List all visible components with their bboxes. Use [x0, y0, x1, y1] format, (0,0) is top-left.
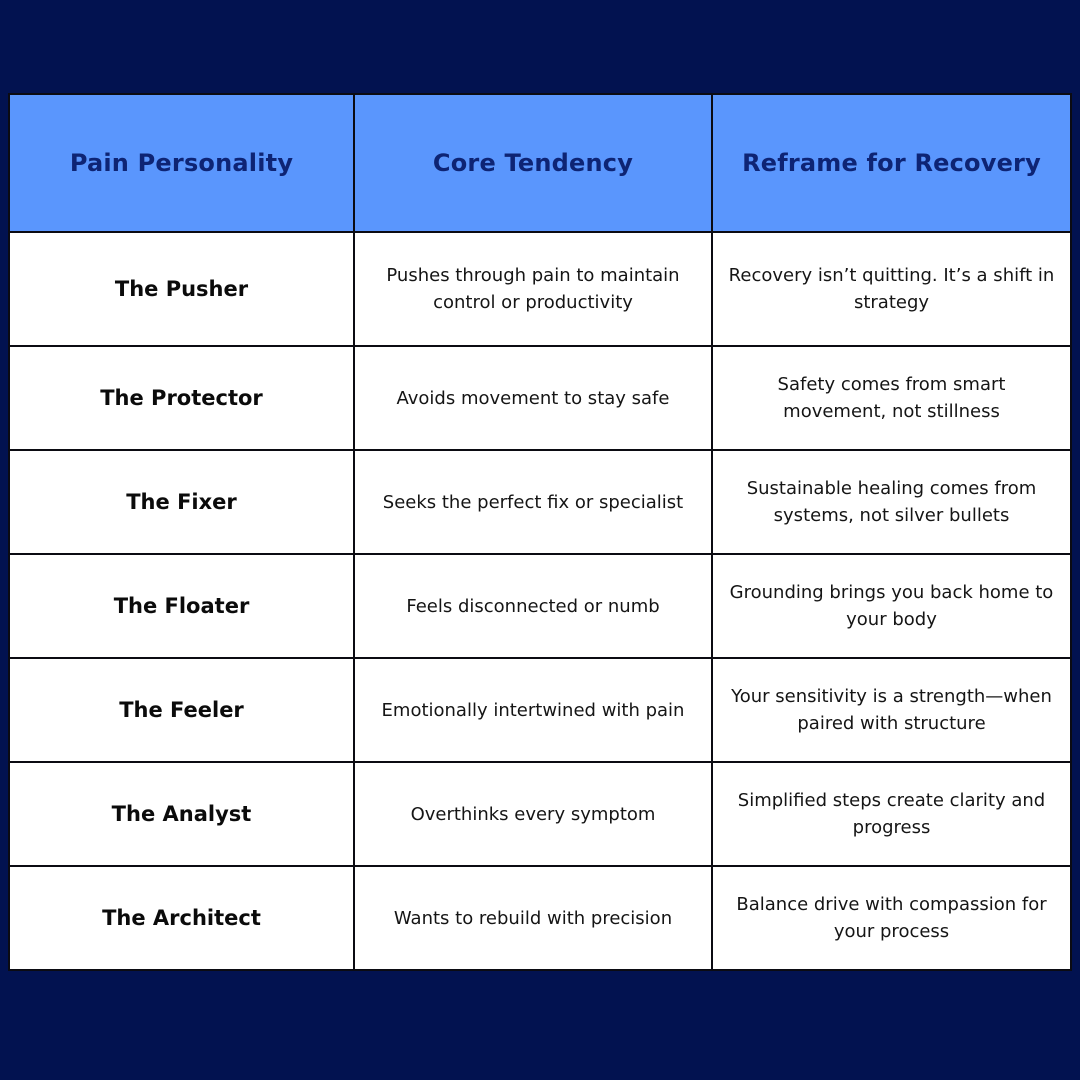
header-pain-personality: Pain Personality — [9, 94, 354, 232]
table-row — [9, 554, 1071, 658]
personality-cell: The Analyst — [9, 762, 354, 866]
reframe-cell — [712, 232, 1071, 346]
tendency-text: Emotionally intertwined with pain — [381, 699, 685, 721]
pain-personality-table-container — [8, 93, 1070, 967]
tendency-cell — [354, 762, 712, 866]
tendency-cell — [354, 554, 712, 658]
reframe-cell — [712, 762, 1071, 866]
table-row — [9, 232, 1071, 346]
table-row — [9, 450, 1071, 554]
tendency-cell — [354, 658, 712, 762]
personality-cell: The Feeler — [9, 658, 354, 762]
pain-personality-table — [8, 93, 1072, 971]
tendency-cell — [354, 346, 712, 450]
reframe-cell — [712, 554, 1071, 658]
tendency-text: Feels disconnected or numb — [406, 595, 660, 617]
personality-cell: The Floater — [9, 554, 354, 658]
tendency-text: Wants to rebuild with precision — [393, 907, 673, 929]
table-header-row — [9, 94, 1071, 232]
reframe-text: Grounding brings you back home to your body — [729, 582, 1054, 630]
table-row — [9, 762, 1071, 866]
table-row — [9, 346, 1071, 450]
reframe-text: Sustainable healing comes from systems, not silver bullets — [746, 478, 1037, 526]
tendency-cell — [354, 450, 712, 554]
reframe-cell — [712, 346, 1071, 450]
reframe-text: Safety comes from smart movement, not stillness — [777, 374, 1006, 422]
reframe-cell — [712, 658, 1071, 762]
personality-cell: The Fixer — [9, 450, 354, 554]
reframe-cell — [712, 450, 1071, 554]
reframe-cell — [712, 866, 1071, 970]
table-row — [9, 866, 1071, 970]
reframe-text: Balance drive with compassion for your process — [736, 894, 1047, 942]
tendency-text: Overthinks every symptom — [410, 803, 656, 825]
header-core-tendency: Core Tendency — [354, 94, 712, 232]
tendency-text: Avoids movement to stay safe — [396, 387, 670, 409]
header-reframe-for-recovery: Reframe for Recovery — [712, 94, 1071, 232]
reframe-text: Simplified steps create clarity and progress — [737, 790, 1046, 838]
personality-cell: The Protector — [9, 346, 354, 450]
personality-cell: The Pusher — [9, 232, 354, 346]
tendency-cell — [354, 866, 712, 970]
personality-cell: The Architect — [9, 866, 354, 970]
tendency-cell — [354, 232, 712, 346]
tendency-text: Seeks the perfect fix or specialist — [382, 491, 684, 513]
reframe-text: Your sensitivity is a strength—when paired with structure — [731, 686, 1052, 734]
table-row — [9, 658, 1071, 762]
reframe-text: Recovery isn’t quitting. It’s a shift in strategy — [728, 265, 1055, 313]
tendency-text: Pushes through pain to maintain control or productivity — [386, 265, 680, 313]
